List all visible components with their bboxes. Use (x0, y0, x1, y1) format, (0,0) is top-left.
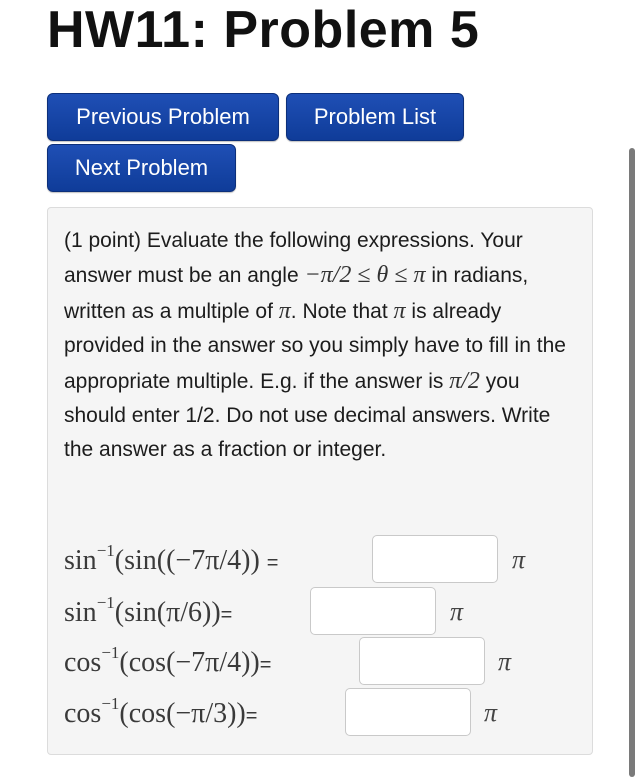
instruction-tail-text: you should enter 1/2. Do not use decimal answers. Write the answer as a fraction or integer. (64, 369, 551, 462)
pi-unit-label: π (512, 545, 526, 574)
question-expression: $\cos^{-1}(\cos(-7\pi/4))=$ (64, 643, 272, 678)
page-scrollbar[interactable] (629, 148, 635, 777)
question-row (64, 688, 564, 738)
page-title: HW11: Problem 5 (47, 1, 480, 59)
problem-panel (47, 207, 593, 755)
previous-problem-button[interactable]: Previous Problem (47, 93, 279, 141)
question-row (64, 587, 564, 637)
instruction-text: is already provided in the answer so you simply have to fill in the appropriate multiple. E.g. if the answer is (64, 299, 566, 393)
problem-statement (64, 224, 584, 468)
question-expression: $\cos^{-1}(\cos(-\pi/3))=$ (64, 694, 258, 729)
next-problem-button[interactable]: Next Problem (47, 144, 236, 192)
range-expression: −π/2 ≤ θ ≤ π (304, 262, 426, 289)
question-expression: $\sin^{-1}(\sin(\pi/6))=$ (64, 593, 233, 628)
note-text: . Note that (290, 299, 394, 323)
question-expression: $\sin^{-1}(\sin((-7\pi/4))$ = (64, 541, 279, 576)
pi-unit-label: π (450, 597, 464, 626)
pi-unit-label: π (498, 647, 512, 676)
pi-unit-label: π (484, 698, 498, 727)
intro-text: (1 point) Evaluate the following expressions. Your answer must be an angle (64, 229, 523, 288)
answer-input-3[interactable] (359, 637, 485, 685)
example-expression: π/2 (449, 367, 480, 394)
problem-list-button[interactable]: Problem List (286, 93, 464, 141)
answer-input-4[interactable] (345, 688, 471, 736)
answer-input-1[interactable] (372, 535, 498, 583)
pi-symbol: π (278, 297, 291, 324)
answer-input-2[interactable] (310, 587, 436, 635)
pi-symbol: π (393, 297, 406, 324)
question-row (64, 535, 564, 585)
range-followup-text: in radians, written as a multiple of (64, 264, 529, 323)
question-row (64, 637, 564, 687)
